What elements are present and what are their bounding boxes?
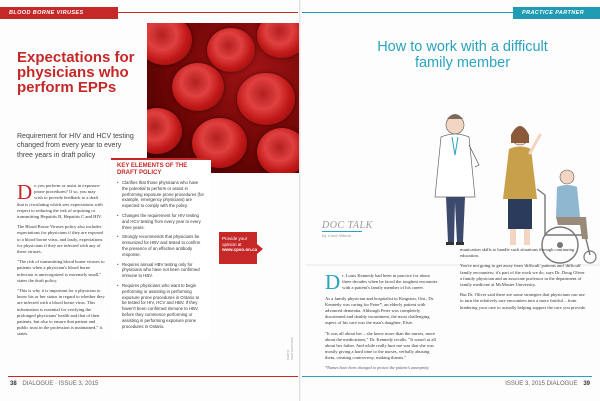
sidebar-item: • Strongly recommends that physicians be immunized for HBV and tested to confirm the presence of an effective antibody response. [117, 234, 205, 257]
paragraph [460, 263, 588, 288]
paragraph [17, 224, 105, 255]
paragraph [460, 292, 588, 311]
header-rule-left [118, 12, 298, 13]
blood-cell [207, 28, 255, 72]
sidebar-item: • Clarifies that those physicians who have the potential to perform or assist in performing exposure prone procedures (for example, emergency physicians) are expected to comply with the policy. [117, 180, 205, 209]
sidebar-item: • Requires physicians who want to begin performing or assisting in performing exposure prone procedures in Ontario to be tested for HIV, HCV and HBV. If they haven't been confirmed immune to HBV, before they commence performing or assisting in performing exposure prone procedures in Ontario. [117, 283, 205, 329]
page-number-right: 39 [583, 381, 590, 387]
column-name: DOC TALK [322, 220, 373, 231]
byline: By Carol Hilborn [322, 233, 352, 238]
sidebar-list [117, 180, 205, 329]
page-number-left: 38 [10, 381, 17, 387]
promo-arrow-icon [257, 244, 263, 254]
doctor-family-illustration [305, 95, 600, 270]
drop-cap: D [325, 270, 341, 294]
promo-link[interactable]: www.cpso.on.ca [222, 247, 258, 253]
article-body-right-col2 [460, 247, 588, 315]
paragraph-text: The Blood Borne Viruses policy also includes expectations for physicians if they are exposed to a blood borne virus, and lastly, expectations for physicians if they are infected with any of these viruses. [17, 224, 103, 255]
footer-rule-left [8, 376, 298, 377]
blood-cells-photo [147, 23, 299, 173]
paragraph [325, 296, 440, 327]
paragraph-text: "This is why it is important for a physician to know his or her status in regard to whether they are infected with a blood borne virus. This information is essential for verifying the prolonged physicians' health and that of their patients, but also to ensure that patient and public trust in the profession is maintained," it states. [17, 288, 105, 337]
paragraph [17, 259, 105, 284]
paragraph-text: "It was all about her – she knew more than the nurses, more about the medications," Dr. Kennedy recalls. "It wasn't at all about her father. And while really hurt me was that she was mostly giving a hard time to the nurses, verbally abusing them, creating controversy, making threats." [325, 330, 436, 361]
paragraph-text: munication skills to handle such situations through continuing education. [460, 247, 575, 259]
paragraph [17, 288, 105, 338]
page-gutter [299, 0, 301, 401]
sidebar-item: • Requires annual HBV testing only for physicians who have not been confirmed immune to HBV. [117, 262, 205, 279]
article-deck-left: Requirement for HIV and HCV testing changed from every year to every three years in draft policy [17, 133, 134, 159]
feedback-promo-box [219, 232, 257, 264]
article-body-right-col1 [325, 270, 440, 366]
paragraph-text: You're not going to get away from 'difficult' patients and 'difficult' family encounters; it's part of the work we do, says Dr. Doug Oliver a family physician and an associate professor in the department of family medicine at McMaster University. [460, 263, 585, 288]
blood-cell [257, 128, 299, 173]
article-title-left: Expectations for physicians who perform EPPs [17, 49, 135, 96]
footnote: *Names have been changed to protect the patient's anonymity. [325, 365, 430, 370]
footer-text-left: DIALOGUE · ISSUE 3, 2015 [22, 381, 99, 387]
doctor-figure [435, 114, 479, 245]
paragraph [325, 331, 440, 362]
paragraph [17, 180, 105, 220]
sidebar-item: • Changes the requirement for HIV testing and HCV testing from every year to every three years. [117, 213, 205, 230]
blood-cell [147, 108, 182, 154]
paragraph [325, 270, 440, 294]
woman-figure [503, 126, 540, 245]
header-rule-right [302, 12, 513, 13]
paragraph-text: "The risk of transmitting blood borne viruses to patients when a physician's blood borne infection is unrecognized is extremely small," states the draft policy. [17, 259, 105, 283]
article-title-right: How to work with a difficult family member [377, 39, 548, 71]
drop-cap: D [17, 180, 33, 204]
blood-cell [147, 23, 192, 65]
footer-text-right: ISSUE 3, 2015 DIALOGUE [505, 381, 578, 387]
blood-cell [257, 23, 299, 58]
paragraph-text: As a family physician and hospitalist in Kingston, Ont., Dr. Kennedy was caring for Peter*, an elderly patient with advanced dementia. Although Peter was completely disoriented and doubly incontinent, the most challenging aspect of his care was the man's daughter, Elsie. [325, 295, 435, 326]
blood-cell [237, 73, 295, 125]
section-label-left: BLOOD BORNE VIRUSES [0, 7, 118, 19]
folio-left [10, 381, 98, 387]
photo-credit: PHOTO: SHUTTERSTOCK [286, 337, 294, 360]
key-elements-sidebar [111, 158, 211, 338]
paragraph-text: o you perform or assist in exposure-prone procedures? If so, you may wish to provide feedback to a draft that is circulating which sets expectations with respect to reducing the risk of acquiring or transmitting Hepatitis B, Hepatitis C and HIV. [17, 183, 103, 220]
promo-text: Provide your opinion at [222, 236, 248, 247]
sidebar-title: KEY ELEMENTS OF THE DRAFT POLICY [117, 163, 188, 176]
folio-right [505, 381, 590, 387]
paragraph-text: But Dr. Oliver said there are some strategies that physicians can use to turn the relatively rare encounters into a more fruitful – from hindering your care to actually helping support the care you provide. [460, 292, 587, 310]
column-rule [322, 231, 362, 232]
paragraph [460, 247, 588, 259]
blood-cell [172, 63, 224, 111]
paragraph-text: r. Louis Kennedy had been in practice for about three decades when he faced the toughest encounter with a patient's family member of his career. [342, 273, 438, 291]
article-body-left [17, 180, 105, 342]
section-label-right: PRACTICE PARTNER [513, 7, 600, 19]
footer-rule-right [302, 376, 592, 377]
